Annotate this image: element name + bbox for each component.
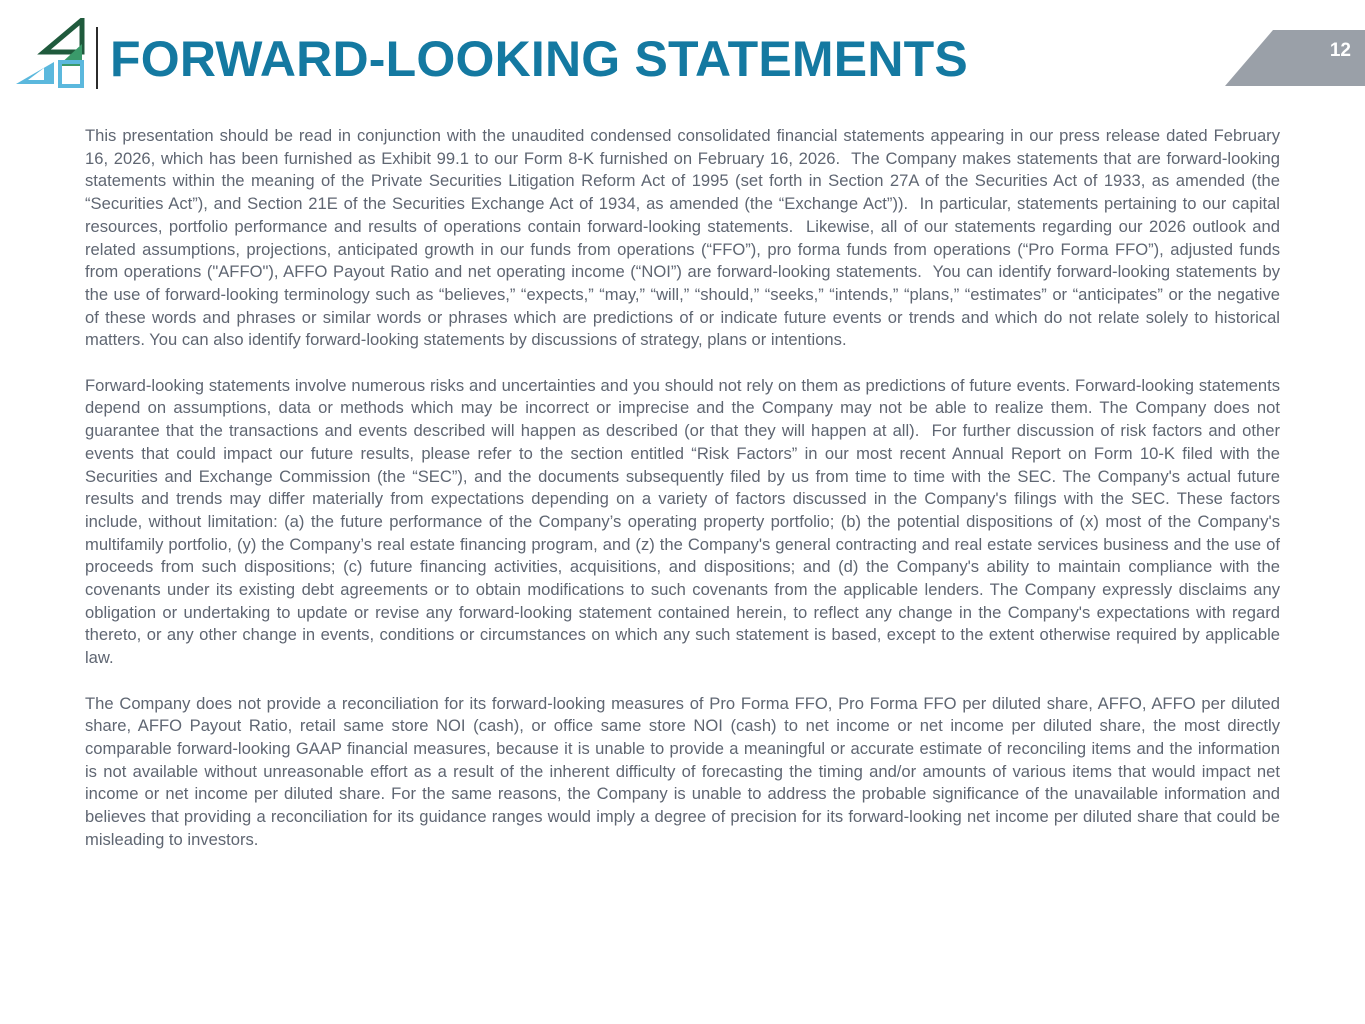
page-number-tab xyxy=(1225,30,1365,86)
paragraph-intro: This presentation should be read in conjunction with the unaudited condensed consolidated financial statements appearing in our press release dated February 16, 2026, which has been furnished as Exhibit 99.1 to our Form 8-K furnished on February 16, 2026. The Company makes statements that are forward-looking statements within the meaning of the Private Securities Litigation Reform Act of 1995 (set forth in Section 27A of the Securities Act of 1933, as amended (the “Securities Act”), and Section 21E of the Securities Exchange Act of 1934, as amended (the “Exchange Act”)). In particular, statements pertaining to our capital resources, portfolio performance and results of operations contain forward-looking statements. Likewise, all of our statements regarding our 2026 outlook and related assumptions, projections, anticipated growth in our funds from operations (“FFO”), pro forma funds from operations (“Pro Forma FFO”), adjusted funds from operations ("AFFO"), AFFO Payout Ratio and net operating income (“NOI”) are forward-looking statements. You can identify forward-looking statements by the use of forward-looking terminology such as “believes,” “expects,” “may,” “will,” “should,” “seeks,” “intends,” “plans,” “estimates” or “anticipates” or the negative of these words and phrases or similar words or phrases which are predictions of or indicate future events or trends and which do not relate solely to historical matters. You can also identify forward-looking statements by discussions of strategy, plans or intentions. xyxy=(85,126,1285,350)
logo-divider xyxy=(96,27,98,89)
page-title: FORWARD-LOOKING STATEMENTS xyxy=(110,31,968,87)
statement-body xyxy=(85,125,1285,874)
company-logo-icon xyxy=(14,18,86,88)
paragraph-risks: Forward-looking statements involve numerous risks and uncertainties and you should not rely on them as predictions of future events. Forward-looking statements depend on assumptions, data or methods which may be incorrect or imprecise and the Company may not be able to realize them. The Company does not guarantee that the transactions and events described will happen as described (or that they will happen at all). For further discussion of risk factors and other events that could impact our future results, please refer to the section entitled “Risk Factors” in our most recent Annual Report on Form 10-K filed with the Securities and Exchange Commission (the “SEC”), and the documents subsequently filed by us from time to time with the SEC. The Company's actual future results and trends may differ materially from expectations depending on a variety of factors discussed in the Company's filings with the SEC. These factors include, without limitation: (a) the future performance of the Company’s operating property portfolio; (b) the potential dispositions of (x) most of the Company's multifamily portfolio, (y) the Company’s real estate financing program, and (z) the Company's general contracting and real estate services business and the use of proceeds from such dispositions; (c) future financing activities, acquisitions, and dispositions; and (d) the Company's ability to maintain compliance with the covenants under its existing debt agreements or to obtain modifications to such covenants from the applicable lenders. The Company expressly disclaims any obligation or undertaking to update or revise any forward-looking statement contained herein, to reflect any change in the Company's expectations with regard thereto, or any other change in events, conditions or circumstances on which any such statement is based, except to the extent otherwise required by applicable law. xyxy=(85,375,1285,668)
slide-header xyxy=(0,0,1365,100)
page-number: 12 xyxy=(1329,40,1351,61)
paragraph-reconciliation: The Company does not provide a reconciliation for its forward-looking measures of Pro Forma FFO, Pro Forma FFO per diluted share, AFFO, AFFO per diluted share, AFFO Payout Ratio, retail same store NOI (cash), or office same store NOI (cash) to net income or net income per diluted share, the most directly comparable forward-looking GAAP financial measures, because it is unable to provide a meaningful or accurate estimate of reconciling items and the information is not available without unreasonable effort as a result of the inherent difficulty of forecasting the timing and/or amounts of various items that would impact net income or net income per diluted share. For the same reasons, the Company is unable to address the probable significance of the unavailable information and believes that providing a reconciliation for its guidance ranges would imply a degree of precision for its forward-looking net income per diluted share that could be misleading to investors. xyxy=(85,693,1285,849)
